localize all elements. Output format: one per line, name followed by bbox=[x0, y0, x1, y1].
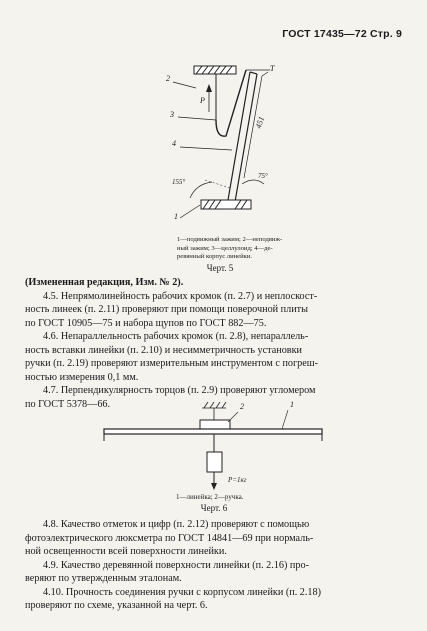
paragraph-line: 4.7. Перпендикулярность торцов (п. 2.9) проверяют угломером bbox=[43, 385, 316, 396]
ruler-bar bbox=[104, 429, 322, 434]
fig5-angle-155: 155° bbox=[172, 178, 186, 186]
paragraph-line: ной освещенности всей поверхности линейки. bbox=[25, 546, 227, 557]
fig5-label-3: 3 bbox=[170, 110, 174, 119]
page-header: ГОСТ 17435—72 Стр. 9 bbox=[282, 28, 402, 40]
paragraph-line: ручки (п. 2.19) проверяют измерительным инструментом с погреш- bbox=[25, 358, 319, 369]
paragraph-line: 4.8. Качество отметок и цифр (п. 2.12) проверяют с помощью bbox=[43, 519, 310, 530]
text-block-2 bbox=[25, 518, 403, 613]
paragraph-line: 4.10. Прочность соединения ручки с корпусом линейки (п. 2.18) bbox=[43, 586, 322, 598]
fig6-label-2: 2 bbox=[240, 402, 244, 411]
paragraph-line: 4.5. Непрямолинейность рабочих кромок (п. 2.7) и неплоскост- bbox=[43, 290, 318, 302]
fig5-label-2: 2 bbox=[166, 74, 170, 83]
paragraph-line: 4.6. Непараллельность рабочих кромок (п. 2.8), непараллель- bbox=[43, 331, 309, 342]
paragraph-line: проверяют по схеме, указанной на черт. 6. bbox=[25, 600, 208, 611]
paragraph-line: 4.9. Качество деревянной поверхности линейки (п. 2.16) про- bbox=[43, 559, 309, 571]
fig5-angle-75: 75° bbox=[258, 172, 268, 180]
paragraph-line: ностью измерения 0,1 мм. bbox=[25, 371, 139, 383]
paragraph-line: по ГОСТ 10905—75 и набора щупов по ГОСТ 882—75. bbox=[25, 317, 267, 329]
fig6-label-1: 1 bbox=[290, 400, 294, 409]
fig5-label-P: Р bbox=[200, 96, 205, 105]
fig6-title: Черт. 6 bbox=[200, 503, 228, 513]
weight bbox=[207, 452, 222, 472]
fig5-label-1: 1 bbox=[174, 212, 178, 221]
handle bbox=[200, 420, 230, 429]
paragraph-line: веряют по утвержденным эталонам. bbox=[25, 573, 182, 584]
fig5-label-T: Т bbox=[270, 64, 275, 73]
fig5-title: Черт. 5 bbox=[206, 263, 234, 273]
fig5-caption-line: 1—подвижный зажим; 2—неподвиж- bbox=[177, 236, 283, 243]
fig5-label-4: 4 bbox=[172, 139, 176, 148]
fig5-dimension: 451 bbox=[253, 115, 267, 130]
fig6-weight-label: Р=1кг bbox=[228, 476, 247, 484]
fig6-caption: 1—линейка; 2—ручка. bbox=[176, 493, 244, 501]
paragraph-line: по ГОСТ 5378—66. bbox=[25, 398, 111, 410]
fig5-caption-line: ный зажим; 3—целлулоид; 4—де- bbox=[177, 244, 273, 252]
fig5-caption-line: ревянный корпус линейки. bbox=[177, 253, 252, 261]
amendment-note: (Измененная редакция, Изм. № 2). bbox=[25, 277, 184, 288]
paragraph-line: фотоэлектрического люксметра по ГОСТ 14841—69 при нормаль- bbox=[25, 532, 314, 544]
paragraph-line: ность вставки линейки (п. 2.10) и несимметричность установки bbox=[25, 344, 303, 356]
paragraph-line: ность линеек (п. 2.11) проверяют при помощи поверочной плиты bbox=[25, 304, 308, 315]
